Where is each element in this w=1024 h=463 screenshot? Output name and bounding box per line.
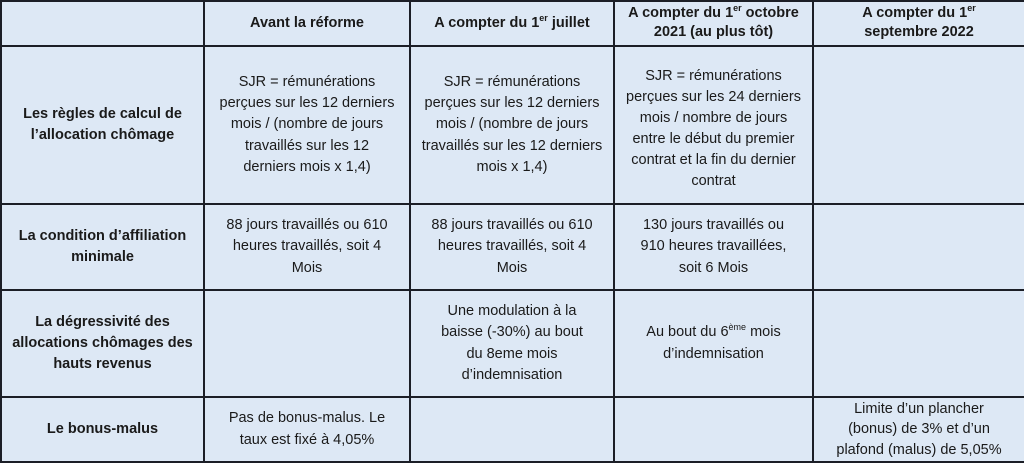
cell-calculation-from-october-2021: SJR = rémunérations perçues sur les 24 derniers mois / nombre de jours entre le début du premier contrat et la fin du dernier contrat: [614, 46, 813, 204]
cell-bonus-malus-before-reform: Pas de bonus-malus. Le taux est fixé à 4,05%: [204, 397, 410, 462]
cell-affiliation-from-september-2022: [813, 204, 1024, 290]
header-from-september-1-2022: A compter du 1er septembre 2022: [813, 1, 1024, 46]
header-row: [1, 1, 1024, 46]
cell-degressivity-from-september-2022: [813, 290, 1024, 397]
cell-bonus-malus-from-october-2021: [614, 397, 813, 462]
cell-affiliation-from-october-2021: 130 jours travaillés ou 910 heures travaillées, soit 6 Mois: [614, 204, 813, 290]
cell-bonus-malus-from-september-2022: Limite d’un plancher (bonus) de 3% et d’un plafond (malus) de 5,05%: [813, 397, 1024, 462]
cell-calculation-from-september-2022: [813, 46, 1024, 204]
cell-degressivity-from-october-2021: Au bout du 6ème mois d’indemnisation: [614, 290, 813, 397]
header-from-july-1: A compter du 1er juillet: [410, 1, 614, 46]
table-row-affiliation-condition: [1, 204, 1024, 290]
table-row-bonus-malus: [1, 397, 1024, 462]
cell-degressivity-before-reform: [204, 290, 410, 397]
cell-degressivity-from-july: Une modulation à la baisse (-30%) au bout du 8eme mois d’indemnisation: [410, 290, 614, 397]
cell-affiliation-before-reform: 88 jours travaillés ou 610 heures travaillés, soit 4 Mois: [204, 204, 410, 290]
cell-bonus-malus-from-july: [410, 397, 614, 462]
row-label-bonus-malus: Le bonus-malus: [1, 397, 204, 462]
cell-affiliation-from-july: 88 jours travaillés ou 610 heures travaillés, soit 4 Mois: [410, 204, 614, 290]
table-row-calculation-rules: [1, 46, 1024, 204]
row-label-degressivity: La dégressivité des allocations chômages des hauts revenus: [1, 290, 204, 397]
cell-calculation-before-reform: SJR = rémunérations perçues sur les 12 derniers mois / (nombre de jours travaillés sur les 12 derniers mois x 1,4): [204, 46, 410, 204]
row-label-calculation-rules: Les règles de calcul de l’allocation chômage: [1, 46, 204, 204]
table-row-degressivity: [1, 290, 1024, 397]
row-label-affiliation-condition: La condition d’affiliation minimale: [1, 204, 204, 290]
header-empty-corner: [1, 1, 204, 46]
header-from-october-1-2021: A compter du 1er octobre 2021 (au plus tôt): [614, 1, 813, 46]
cell-calculation-from-july: SJR = rémunérations perçues sur les 12 derniers mois / (nombre de jours travaillés sur les 12 derniers mois x 1,4): [410, 46, 614, 204]
header-before-reform: Avant la réforme: [204, 1, 410, 46]
